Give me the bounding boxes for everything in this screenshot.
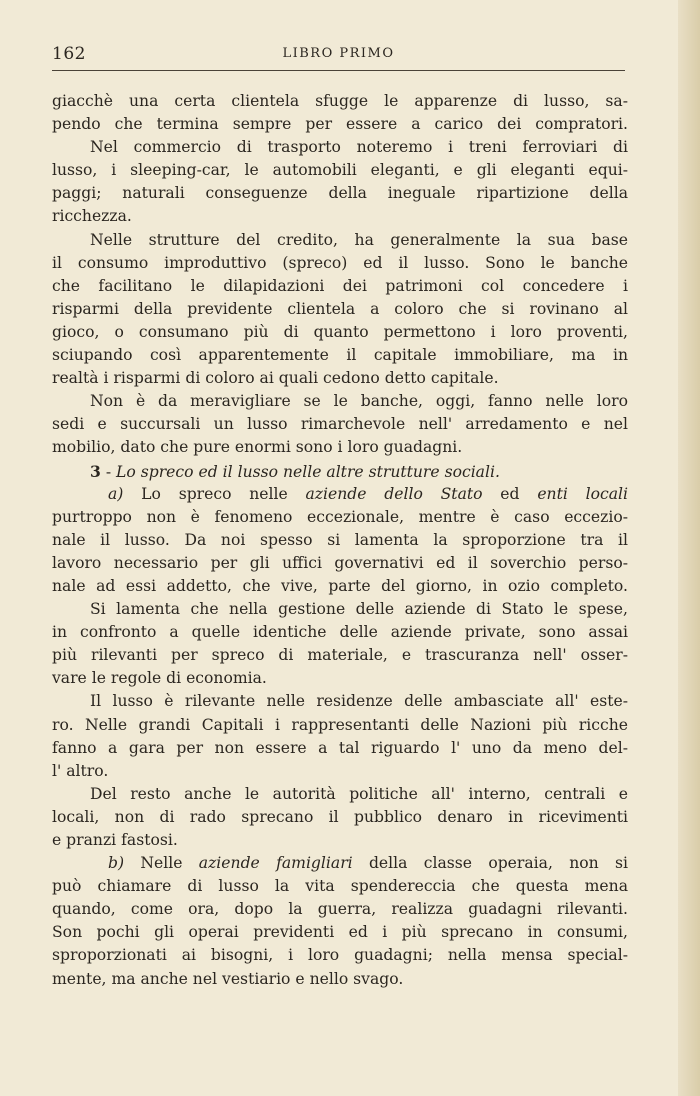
text-line	[52, 852, 628, 875]
text-line: il consumo improduttivo (spreco) ed il lusso. Sono le banche	[52, 253, 628, 272]
text-line: Non è da meravigliare se le banche, oggi, fanno nelle loro	[90, 392, 628, 411]
page-header	[52, 44, 625, 68]
text-segment: Nelle	[124, 854, 199, 873]
text-line: risparmi della previdente clientela a coloro che si rovinano al	[52, 299, 628, 318]
body-text	[52, 90, 628, 991]
header-rule	[52, 70, 625, 71]
text-line: realtà i risparmi di coloro ai quali cedono detto capitale.	[52, 369, 499, 388]
text-line: locali, non di rado sprecano il pubblico denaro in ricevimenti	[52, 807, 628, 826]
text-segment: della classe operaia, non si	[352, 854, 628, 873]
text-line: più rilevanti per spreco di materiale, e trascuranza nell' osser-	[52, 646, 628, 665]
text-line: Nelle strutture del credito, ha generalmente la sua base	[90, 230, 628, 249]
section-number: 3	[90, 461, 101, 481]
text-line: l' altro.	[52, 761, 109, 780]
italic-segment: Lo spreco ed il lusso nelle altre strutture sociali.	[116, 462, 500, 481]
page-edge	[678, 0, 700, 1096]
text-line: Del resto anche le autorità politiche all' interno, centrali e	[90, 784, 628, 803]
text-line: fanno a gara per non essere a tal riguardo l' uno da meno del-	[52, 738, 628, 757]
text-line: che facilitano le dilapidazioni dei patrimoni col concedere i	[52, 276, 628, 295]
italic-segment: a)	[108, 484, 124, 503]
text-line: pendo che termina sempre per essere a carico dei compratori.	[52, 115, 628, 134]
text-line: purtroppo non è fenomeno eccezionale, mentre è caso eccezio-	[52, 507, 628, 526]
text-line: mente, ma anche nel vestiario e nello svago.	[52, 969, 404, 988]
text-line: e pranzi fastosi.	[52, 831, 178, 849]
text-segment: -	[100, 462, 117, 481]
text-line: Si lamenta che nella gestione delle aziende di Stato le spese,	[90, 600, 628, 619]
text-segment: Lo spreco nelle	[123, 484, 306, 503]
text-line: nale ad essi addetto, che vive, parte del giorno, in ozio completo.	[52, 576, 628, 595]
running-head: LIBRO PRIMO	[282, 46, 395, 61]
text-line: lusso, i sleeping-car, le automobili eleganti, e gli eleganti equi-	[52, 161, 628, 180]
text-line: Il lusso è rilevante nelle residenze delle ambasciate all' este-	[90, 692, 628, 711]
text-line: gioco, o consumano più di quanto permettono i loro proventi,	[52, 322, 628, 341]
text-line: lavoro necessario per gli uffici governativi ed il soverchio perso-	[52, 553, 628, 572]
text-line: può chiamare di lusso la vita spendereccia che questa mena	[52, 877, 628, 896]
text-line: quando, come ora, dopo la guerra, realizza guadagni rilevanti.	[52, 900, 628, 919]
italic-segment: aziende dello Stato	[305, 484, 483, 503]
text-line: ricchezza.	[52, 207, 132, 226]
text-line: giacchè una certa clientela sfugge le apparenze di lusso, sa-	[52, 92, 628, 110]
text-line: nale il lusso. Da noi spesso si lamenta la sproporzione tra il	[52, 530, 628, 549]
italic-segment: enti locali	[537, 484, 628, 503]
text-line	[52, 483, 628, 506]
text-line: sproporzionati ai bisogni, i loro guadagni; nella mensa special-	[52, 946, 628, 965]
text-line: Son pochi gli operai previdenti ed i più sprecano in consumi,	[52, 923, 628, 942]
italic-segment: b)	[108, 854, 125, 873]
page-number: 162	[52, 44, 86, 64]
text-line	[52, 460, 628, 483]
text-line: in confronto a quelle identiche delle aziende private, sono assai	[52, 623, 628, 642]
italic-segment: aziende famigliari	[198, 854, 353, 873]
text-line: mobilio, dato che pure enormi sono i loro guadagni.	[52, 438, 463, 457]
text-line: Nel commercio di trasporto noteremo i treni ferroviari di	[90, 138, 628, 157]
text-line: paggi; naturali conseguenze della ineguale ripartizione della	[52, 184, 628, 203]
text-line: vare le regole di economia.	[52, 669, 267, 688]
text-segment: ed	[482, 484, 538, 503]
text-line: sciupando così apparentemente il capitale immobiliare, ma in	[52, 346, 628, 365]
text-line: ro. Nelle grandi Capitali i rappresentanti delle Nazioni più ricche	[52, 715, 628, 734]
text-line: sedi e succursali un lusso rimarchevole nell' arredamento e nel	[52, 415, 628, 434]
